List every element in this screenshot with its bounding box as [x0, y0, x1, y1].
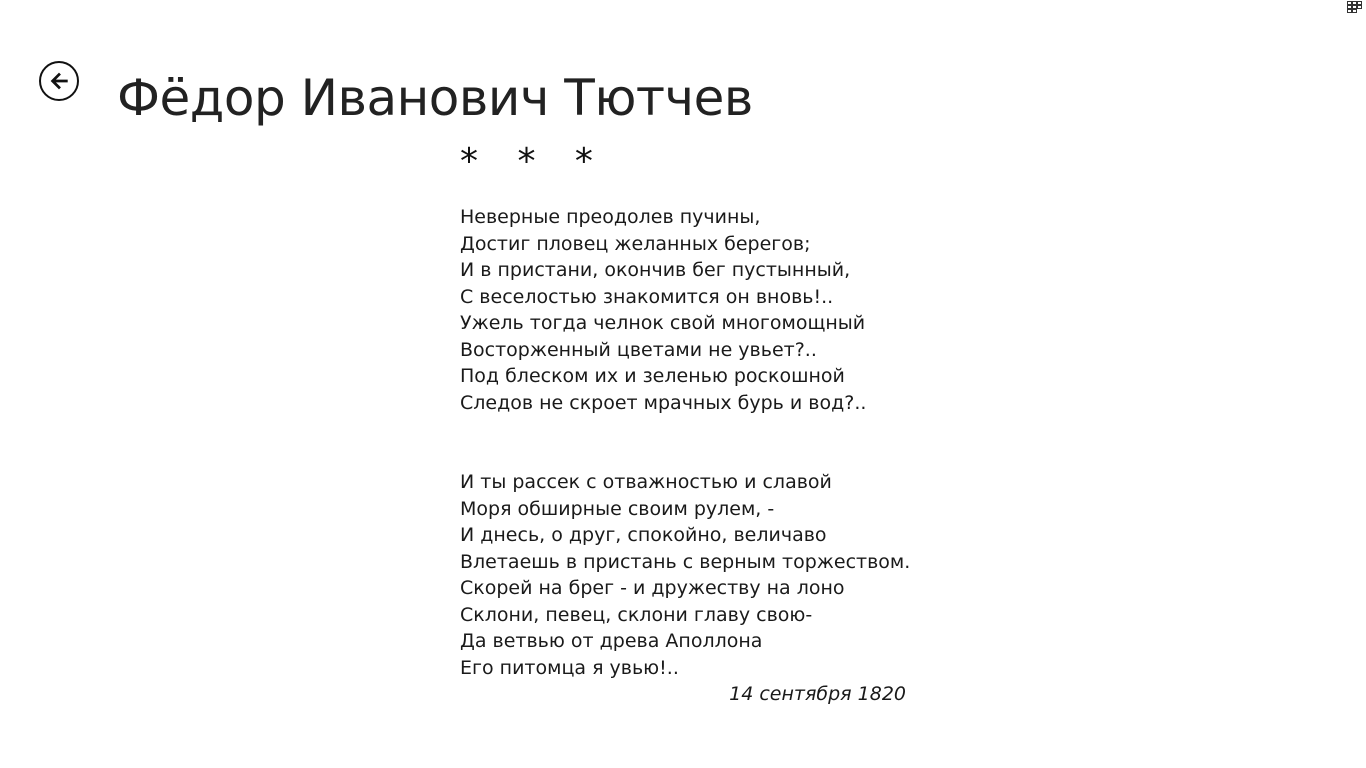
poem-line: Да ветвью от древа Аполлона — [460, 630, 763, 652]
poem-line: Его питомца я увью!.. — [460, 656, 679, 679]
poem-line: С веселостью знакомится он вновь!.. — [460, 285, 834, 308]
back-button[interactable] — [39, 61, 79, 101]
poem-line: И в пристани, окончив бег пустынный, — [460, 259, 851, 281]
poem — [460, 140, 911, 708]
poem-line: Следов не скроет мрачных бурь и вод?.. — [460, 391, 867, 414]
stanza-2 — [460, 469, 911, 681]
poem-line: Влетаешь в пристань с верным торжеством. — [460, 550, 911, 573]
poem-line: Неверные преодолев пучины, — [460, 206, 761, 228]
poem-date: 14 сентября 1820 — [729, 683, 906, 705]
stanza-divider — [460, 416, 906, 469]
poem-line: Ужель тогда челнок свой многомощный — [460, 312, 866, 334]
page-title: Фёдор Иванович Тютчев — [117, 69, 753, 127]
grid-icon[interactable] — [1347, 1, 1363, 14]
stanza-1 — [460, 204, 906, 416]
poem-heading: * * * — [460, 141, 607, 182]
poem-line: И ты рассек с отважностью и славой — [460, 471, 832, 493]
back-arrow-icon — [48, 70, 70, 92]
poem-line: И днесь, о друг, спокойно, величаво — [460, 524, 827, 546]
poem-line: Под блеском их и зеленью роскошной — [460, 365, 845, 387]
poem-line: Восторженный цветами не увьет?.. — [460, 338, 817, 361]
poem-line: Достиг пловец желанных берегов; — [460, 232, 811, 255]
poem-line: Склони, певец, склони главу свою- — [460, 603, 813, 626]
poem-line: Скорей на брег - и дружеству на лоно — [460, 577, 845, 599]
poem-line: Моря обширные своим рулем, - — [460, 497, 775, 520]
